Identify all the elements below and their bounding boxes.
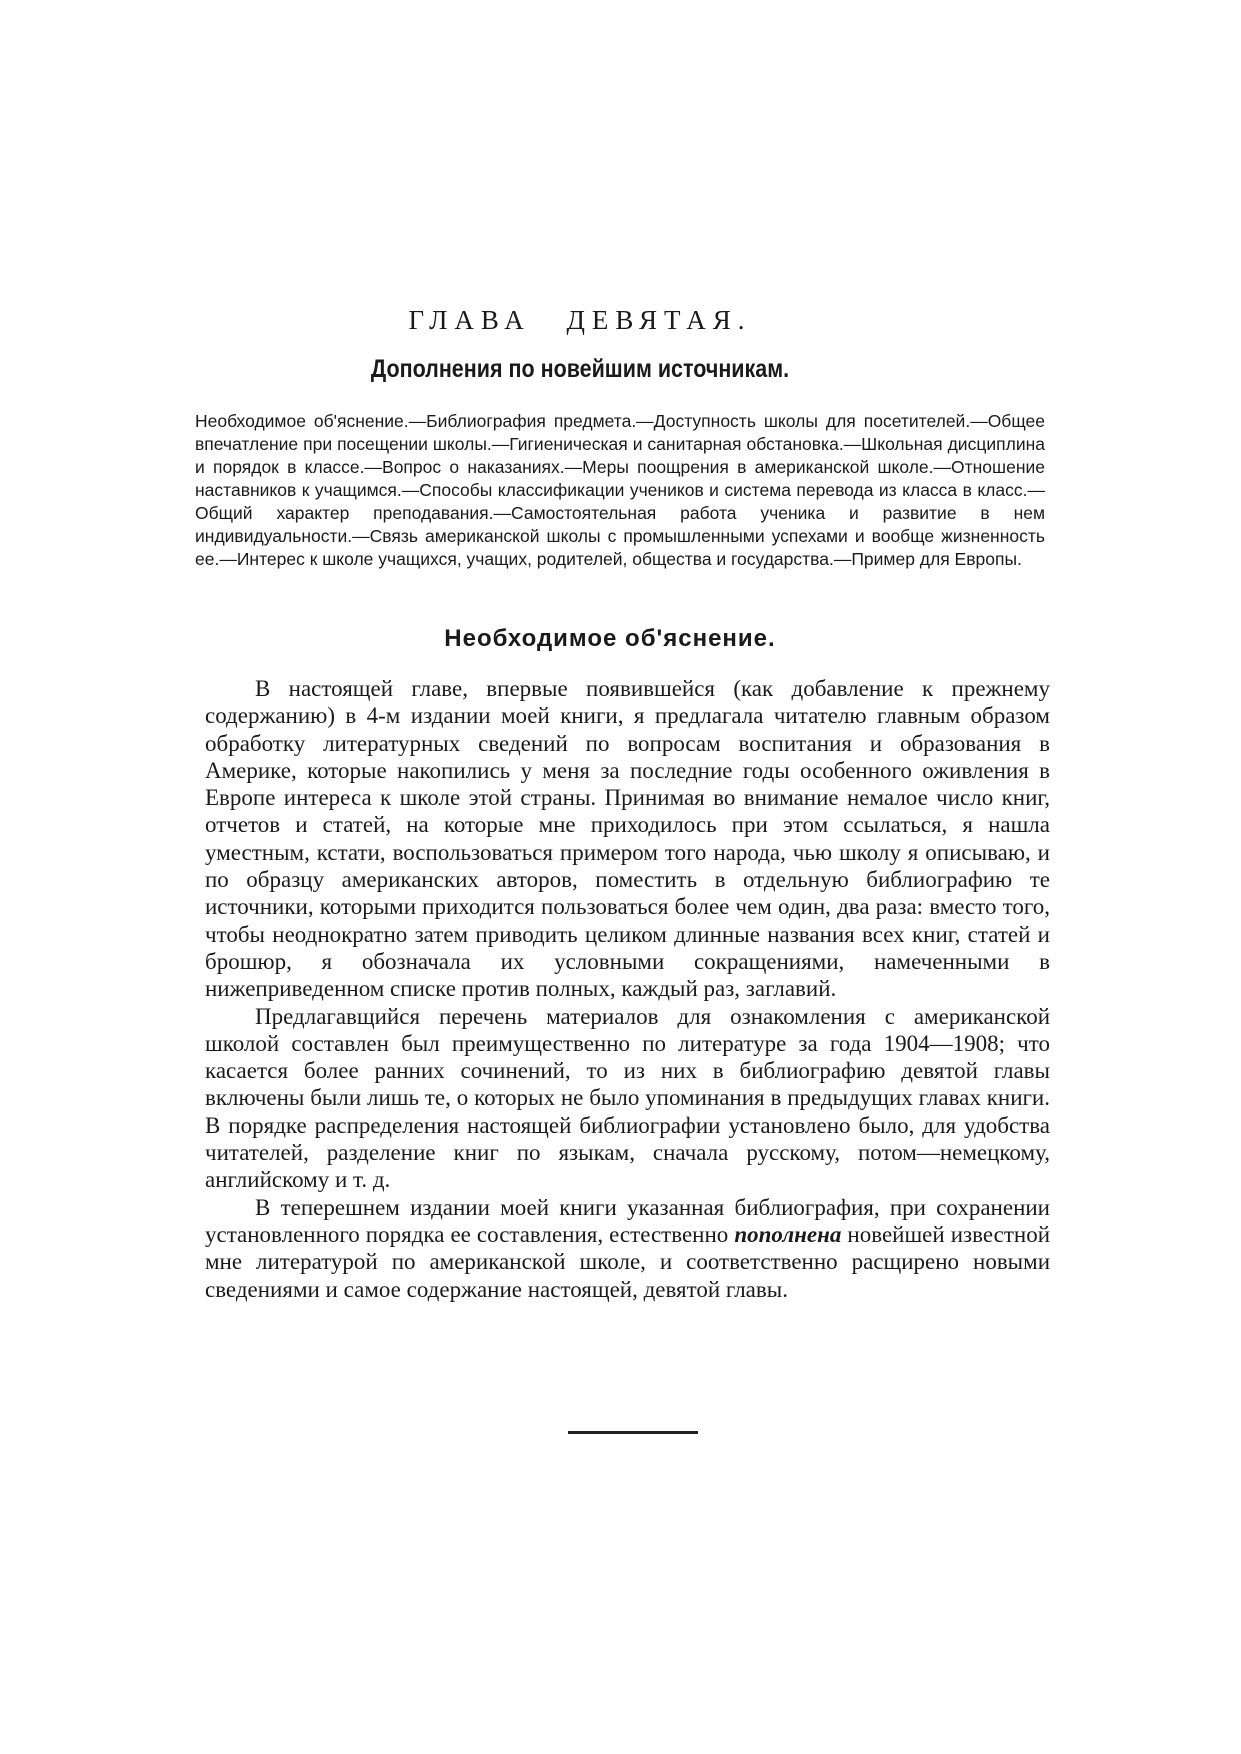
paragraph-3-start: В теперешнем издании моей книги указанная библиография, при сохранении установленного порядка ее составления, естественно [205, 1194, 1050, 1247]
section-title: Необходимое об'яснение. [444, 625, 776, 652]
paragraph-3-end: новейшей известной мне литературой по американской школе, и соответственно расщирено новыми сведениями и самое содержание настоящей, девятой главы. [205, 1221, 1051, 1302]
paragraph-2: Предлагавщийся перечень материалов для ознакомления с американской школой составлен был преимущественно по литературе за года 1904—1908; что касается более ранних сочинений, то из них в библиографию девятой главы включены были лишь те, о которых не было упоминания в предыдущих главах книги. В порядке распределения настоящей библиографии установлено было, для удобства читателей, разделение книг по языкам, сначала русскому, потом—немецкому, английскому и т. д. [205, 1003, 1050, 1193]
chapter-label: ГЛАВА ДЕВЯТАЯ. [408, 305, 752, 335]
paragraph-1: В настоящей главе, впервые появившейся (как добавление к прежнему содержанию) в 4-м издании моей книги, я предлагала читателю главным образом обработку литературных сведений по вопросам воспитания и образования в Америке, которые накопились у меня за последние годы особенного оживления в Европе интереса к школе этой страны. Принимая во внимание немалое число книг, отчетов и статей, на которые мне приходилось при этом ссылаться, я нашла уместным, кстати, воспользоваться примером того народа, чью школу я описываю, и по образцу американских авторов, поместить в отдельную библиографию те источники, которыми приходится пользоваться более чем один, два раза: вместо того, чтобы неоднократно затем приводить целиком длинные названия всех книг, статей и брошюр, я обозначала их условными сокращениями, намеченными в нижеприведенном списке против полных, каждый раз, заглавий. [205, 676, 1050, 1002]
chapter-summary: Необходимое об'яснение.—Библиография предмета.—Доступность школы для посетителей.—Общее впечатление при посещении школы.—Гигиеническая и санитарная обстановка.—Школьная дисциплина и порядок в классе.—Вопрос о наказаниях.—Меры поощрения в американской школе.—Отношение наставников к учащимся.—Способы классификации учеников и система перевода из класса в класс.—Общий характер преподавания.—Самостоятельная работа ученика и развитие в нем индивидуальности.—Связь американской школы с промышленными успехами и вообще жизненность ее.—Интерес к школе учащихся, учащих, родителей, общества и государства.—Пример для Европы. [195, 411, 1045, 569]
paragraph-3 [205, 1194, 1050, 1303]
section-divider [568, 1431, 698, 1434]
paragraph-3-emphasis: пополнена [734, 1221, 842, 1247]
section-body [205, 675, 1050, 1303]
chapter-title: Дополнения по новейшим источникам. [370, 355, 790, 383]
